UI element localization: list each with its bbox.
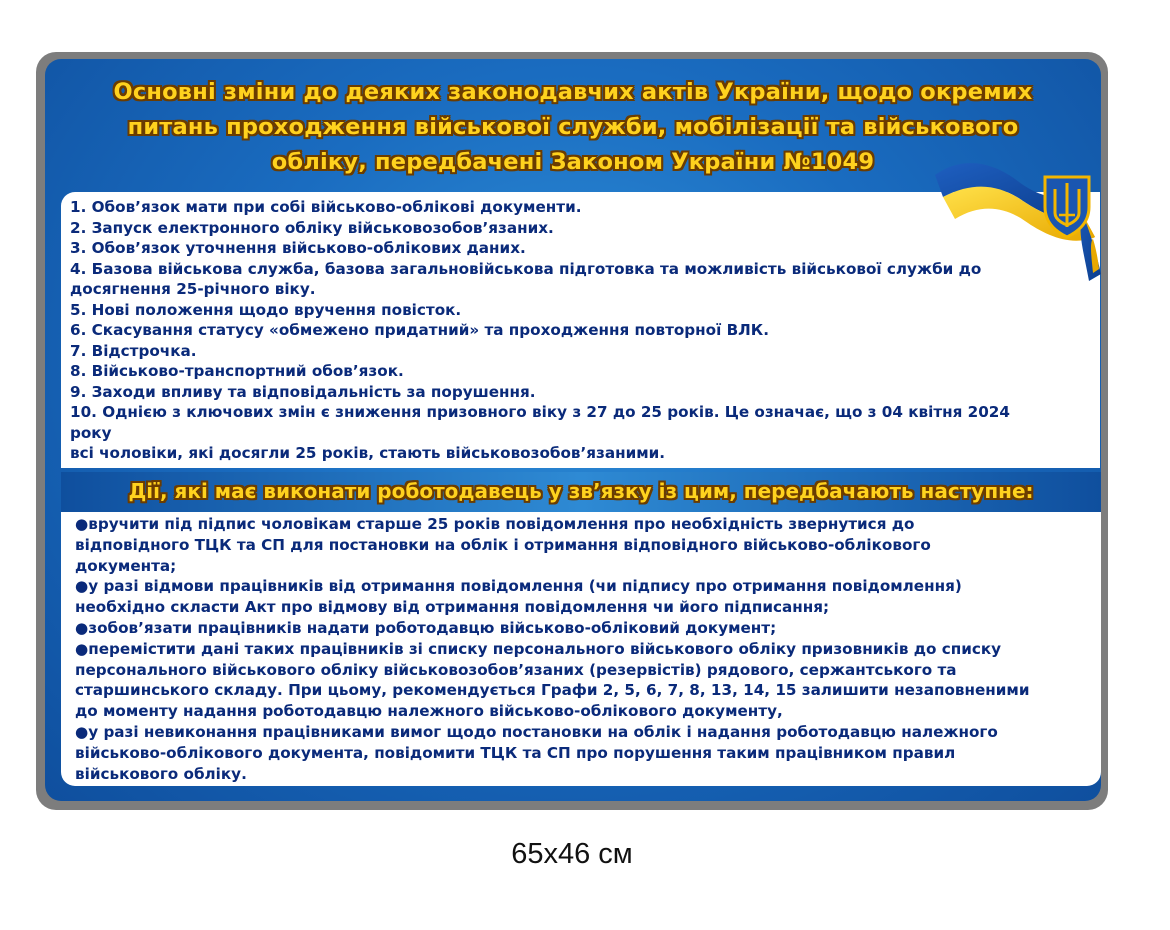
list-item: ●вручити під підпис чоловікам старше 25 років повідомлення про необхідність звернутися до [75, 515, 915, 533]
list-item: 1. Обов’язок мати при собі військово-облікові документи. [70, 198, 582, 216]
title-line: питань проходження військової служби, мобілізації та військового [127, 114, 1019, 140]
list-item: 9. Заходи впливу та відповідальність за порушення. [70, 382, 536, 401]
list-item: персонального військового обліку військовозобов’язаних (резервістів) рядового, сержантського та [75, 660, 957, 679]
list-item: до моменту надання роботодавцю належного військово-облікового документу, [75, 702, 783, 721]
list-item: ●у разі відмови працівників від отримання повідомлення (чи підпису про отримання повідомлення) [75, 577, 962, 596]
list-item: військово-облікового документа, повідомити ТЦК та СП про порушення таким працівником правил [75, 743, 956, 762]
list-item: ●перемістити дані таких працівників зі списку персонального військового обліку призовників до списку [75, 639, 1002, 658]
list-item: ●у разі невиконання працівниками вимог щодо постановки на облік і надання роботодавцю належного [75, 722, 998, 741]
actions-list [75, 514, 1075, 784]
list-item: року [70, 423, 112, 442]
list-item: 8. Військово-транспортний обов’язок. [70, 362, 404, 380]
list-item: військового обліку. [75, 764, 247, 783]
list-item: всі чоловіки, які досягли 25 років, стають військовозобов’язаними. [70, 444, 666, 462]
list-item: 2. Запуск електронного обліку військовозобов’язаних. [70, 218, 554, 237]
subtitle-band [61, 472, 1101, 512]
poster-board [45, 59, 1101, 801]
list-item: документа; [75, 556, 177, 575]
list-item: 7. Відстрочка. [70, 341, 197, 360]
list-item: відповідного ТЦК та СП для постановки на облік і отримання відповідного військово-облікового [75, 535, 931, 554]
title-line: обліку, передбачені Законом України №1049 [271, 149, 875, 175]
title-line: Основні зміни до деяких законодавчих актів України, щодо окремих [113, 79, 1033, 105]
list-item: 5. Нові положення щодо вручення повісток. [70, 300, 462, 319]
size-label: 65x46 см [511, 838, 633, 870]
list-item: старшинського складу. При цьому, рекомендується Графи 2, 5, 6, 7, 8, 13, 14, 15 залишити незаповненими [75, 681, 1030, 700]
list-item: 6. Скасування статусу «обмежено придатний» та проходження повторної ВЛК. [70, 321, 769, 339]
list-item: досягнення 25-річного віку. [70, 280, 316, 298]
list-item: ●зобов’язати працівників надати роботодавцю військово-обліковий документ; [75, 618, 777, 637]
actions-subtitle: Дії, які має виконати роботодавець у зв’язку із цим, передбачають наступне: [128, 479, 1034, 503]
changes-list [70, 197, 1070, 464]
list-item: 10. Однією з ключових змін є зниження призовного віку з 27 до 25 років. Це означає, що з 04 квітня 2024 [70, 403, 1010, 421]
list-item: 3. Обов’язок уточнення військово-облікових даних. [70, 239, 526, 257]
list-item: необхідно скласти Акт про відмову від отримання повідомлення чи його підписання; [75, 598, 830, 617]
list-item: 4. Базова військова служба, базова загальновійськова підготовка та можливість військової служби до [70, 259, 982, 278]
